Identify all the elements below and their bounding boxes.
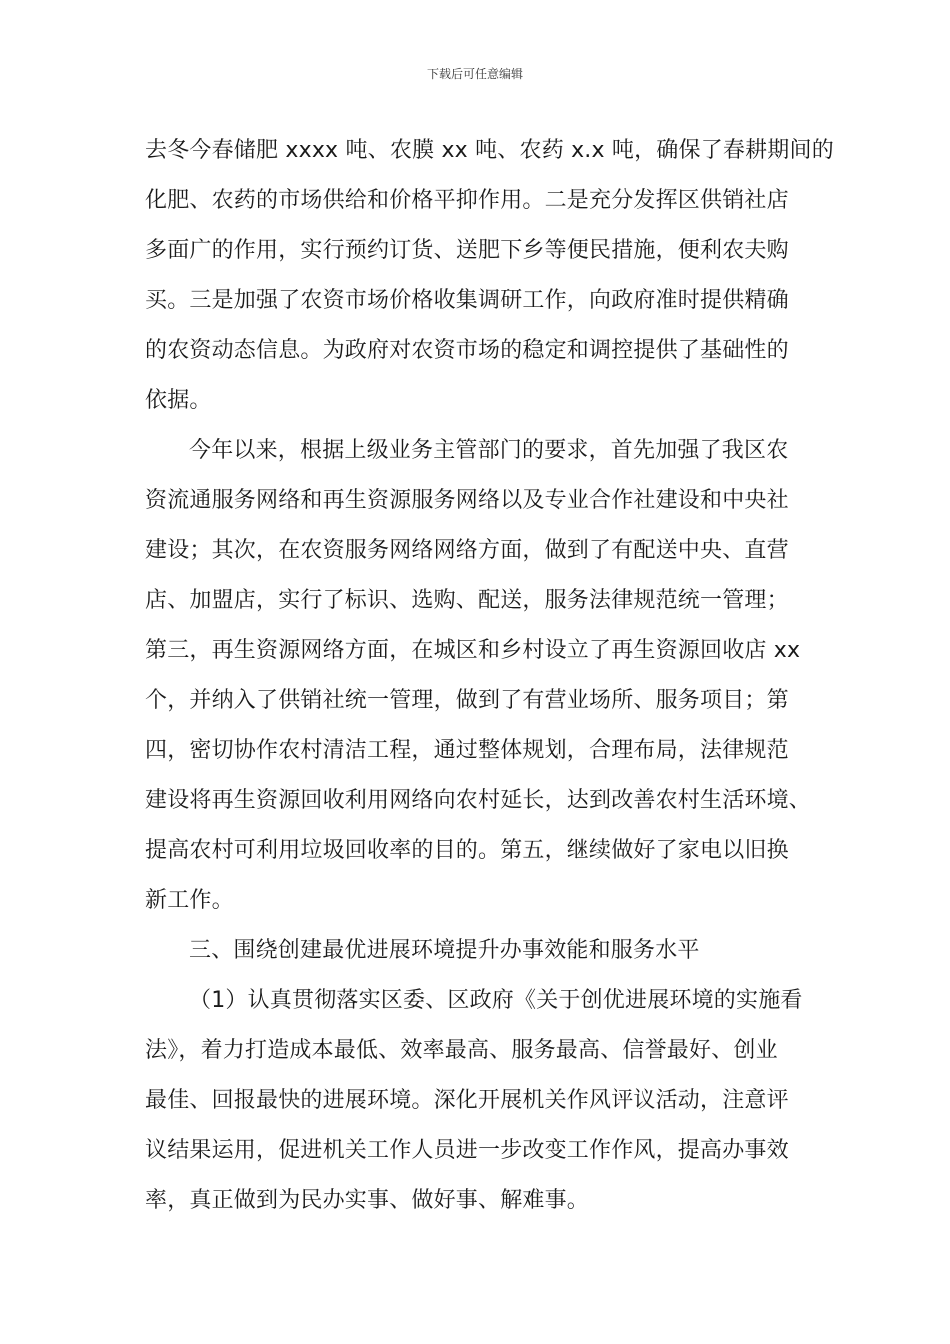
text-line: 化肥、农药的市场供给和价格平抑作用。二是充分发挥区供销社店 — [145, 188, 789, 213]
text-line: 议结果运用，促进机关工作人员进一步改变工作作风，提高办事效 — [145, 1138, 789, 1163]
text-line: 四，密切协作农村清洁工程，通过整体规划，合理布局，法律规范 — [145, 738, 789, 763]
text-line: 依据。 — [145, 388, 212, 413]
text-line: 店、加盟店，实行了标识、选购、配送，服务法律规范统一管理； — [145, 588, 789, 613]
text-line: 的农资动态信息。为政府对农资市场的稳定和调控提供了基础性的 — [145, 338, 789, 363]
text-line: 去冬今春储肥 xxxx 吨、农膜 xx 吨、农药 x.x 吨，确保了春耕期间的 — [145, 138, 834, 163]
text-line: 建设；其次，在农资服务网络网络方面，做到了有配送中央、直营 — [145, 538, 789, 563]
text-line: 个，并纳入了供销社统一管理，做到了有营业场所、服务项目；第 — [145, 688, 789, 713]
text-line: 多面广的作用，实行预约订货、送肥下乡等便民措施，便利农夫购 — [145, 238, 789, 263]
text-line: 最佳、回报最快的进展环境。深化开展机关作风评议活动，注意评 — [145, 1088, 789, 1113]
text-line: 买。三是加强了农资市场价格收集调研工作，向政府准时提供精确 — [145, 288, 789, 313]
text-line: 资流通服务网络和再生资源服务网络以及专业合作社建设和中央社 — [145, 488, 789, 513]
paragraph-start-line: 今年以来，根据上级业务主管部门的要求，首先加强了我区农 — [189, 438, 789, 463]
text-line: 提高农村可利用垃圾回收率的目的。第五，继续做好了家电以旧换 — [145, 838, 789, 863]
text-line: 法》，着力打造成本最低、效率最高、服务最高、信誉最好、创业 — [145, 1038, 778, 1063]
text-line: 建设将再生资源回收利用网络向农村延长，达到改善农村生活环境、 — [145, 788, 812, 813]
section-heading: 三、围绕创建最优进展环境提升办事效能和服务水平 — [189, 938, 700, 963]
paragraph-start-line: （1）认真贯彻落实区委、区政府《关于创优进展环境的实施看 — [189, 988, 803, 1013]
document-body — [145, 126, 845, 1226]
text-line: 第三，再生资源网络方面，在城区和乡村设立了再生资源回收店 xx — [145, 638, 801, 663]
text-line: 新工作。 — [145, 888, 234, 913]
page-header: 下载后可任意编辑 — [426, 67, 523, 81]
text-line: 率，真正做到为民办实事、做好事、解难事。 — [145, 1188, 590, 1213]
